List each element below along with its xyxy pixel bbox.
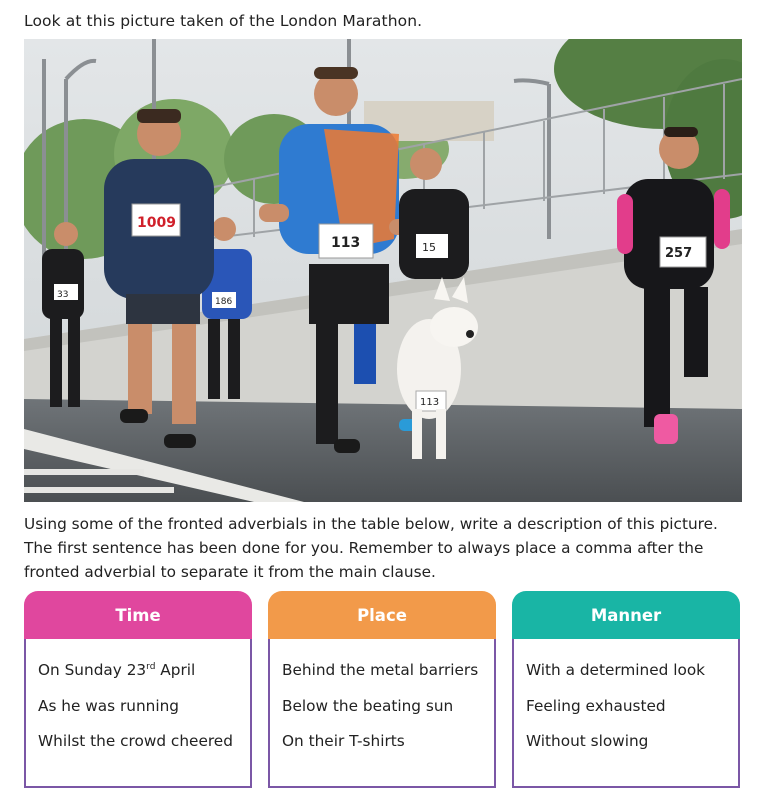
bib-number: 113	[420, 397, 440, 408]
time-card	[24, 591, 252, 788]
manner-card-header: Manner	[512, 591, 740, 639]
list-item: Whilst the crowd cheered	[38, 732, 233, 750]
manner-card-body	[512, 639, 740, 788]
intro-text: Look at this picture taken of the London Marathon.	[24, 12, 423, 30]
bib-number: 186	[215, 297, 233, 307]
list-item: As he was running	[38, 696, 180, 715]
time-card-body	[24, 639, 252, 788]
place-card-header: Place	[268, 591, 496, 639]
marathon-photo	[24, 39, 742, 502]
list-item: Behind the metal barriers	[282, 661, 479, 679]
instructions-line: The first sentence has been done for you. Remember to always place a comma after the	[24, 539, 704, 557]
list-item: Below the beating sun	[282, 696, 454, 715]
list-item: With a determined look	[526, 661, 706, 679]
bib-number: 1009	[137, 215, 176, 231]
list-item: Without slowing	[526, 732, 649, 750]
bib-number: 33	[57, 290, 69, 300]
manner-card	[512, 591, 740, 788]
instructions-line: Using some of the fronted adverbials in the table below, write a description of this picture.	[24, 515, 718, 533]
bib-number: 15	[422, 241, 436, 254]
time-card-header: Time	[24, 591, 252, 639]
instructions-line: fronted adverbial to separate it from the main clause.	[24, 563, 436, 581]
bib-number: 113	[331, 235, 361, 251]
place-card-body	[268, 639, 496, 788]
list-item: On their T-shirts	[282, 732, 405, 750]
place-card	[268, 591, 496, 788]
list-item: On Sunday 23rd April	[38, 661, 196, 679]
bib-number: 257	[665, 246, 693, 261]
list-item: Feeling exhausted	[526, 696, 666, 715]
instructions-text	[24, 512, 739, 584]
